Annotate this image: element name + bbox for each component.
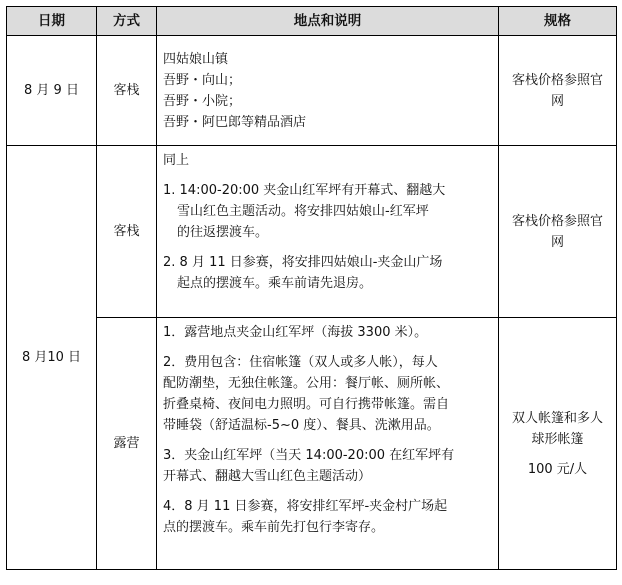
table-row — [7, 146, 617, 318]
header-location: 地点和说明 — [157, 7, 499, 36]
header-mode: 方式 — [97, 7, 157, 36]
detail-line: 3．夹金山红军坪（当天 14:00-20:00 在红军坪有 — [163, 448, 455, 463]
detail-line: 雪山红色主题活动。将安排四姑娘山-红军坪 — [177, 204, 429, 219]
same-as-above: 同上 — [163, 153, 190, 168]
detail-line: 的往返摆渡车。 — [177, 225, 269, 240]
detail-line: 四姑娘山镇 — [163, 51, 229, 67]
detail-line: 吾野・小院； — [163, 93, 242, 109]
spec-tent-type: 双人帐篷和多人球形帐篷 — [511, 410, 603, 447]
detail-cell — [157, 36, 499, 146]
detail-line: 起点的摆渡车。乘车前请先退房。 — [177, 276, 373, 291]
mode-cell: 客栈 — [97, 36, 157, 146]
detail-line: 带睡袋（舒适温标-5~0 度）、餐具、洗漱用品。 — [163, 418, 440, 433]
header-row — [7, 7, 617, 36]
detail-line: 配防潮垫，无独住帐篷。公用：餐厅帐、厕所帐、 — [163, 376, 450, 391]
detail-line: 吾野・阿巴郎等精品酒店 — [163, 114, 307, 130]
detail-cell — [157, 318, 499, 570]
detail-line: 开幕式、翻越大雪山红色主题活动） — [163, 469, 372, 484]
date-cell: 8 月 9 日 — [7, 36, 97, 146]
detail-line: 2. 8 月 11 日参赛，将安排四姑娘山-夹金山广场 — [163, 255, 443, 270]
spec-cell: 客栈价格参照官网 — [499, 146, 617, 318]
schedule-table — [6, 6, 617, 570]
detail-line: 吾野・向山； — [163, 72, 242, 88]
date-cell: 8 月10 日 — [7, 146, 97, 570]
mode-cell: 客栈 — [97, 146, 157, 318]
detail-cell — [157, 146, 499, 318]
detail-line: 4．8 月 11 日参赛，将安排红军坪-夹金村广场起 — [163, 499, 448, 514]
table-row — [7, 36, 617, 146]
detail-line: 2．费用包含：住宿帐篷（双人或多人帐），每人 — [163, 355, 438, 370]
detail-line: 折叠桌椅、夜间电力照明。可自行携带帐篷。需自 — [163, 397, 450, 412]
mode-cell: 露营 — [97, 318, 157, 570]
spec-cell — [499, 318, 617, 570]
header-date: 日期 — [7, 7, 97, 36]
detail-line: 1. 14:00-20:00 夹金山红军坪有开幕式、翻越大 — [163, 183, 446, 198]
spec-cell: 客栈价格参照官网 — [499, 36, 617, 146]
spec-price: 100 元/人 — [527, 461, 588, 477]
detail-line: 1．露营地点夹金山红军坪（海拔 3300 米）。 — [163, 325, 428, 340]
detail-line: 点的摆渡车。乘车前先打包行李寄存。 — [163, 520, 385, 535]
table-row — [7, 318, 617, 570]
header-spec: 规格 — [499, 7, 617, 36]
